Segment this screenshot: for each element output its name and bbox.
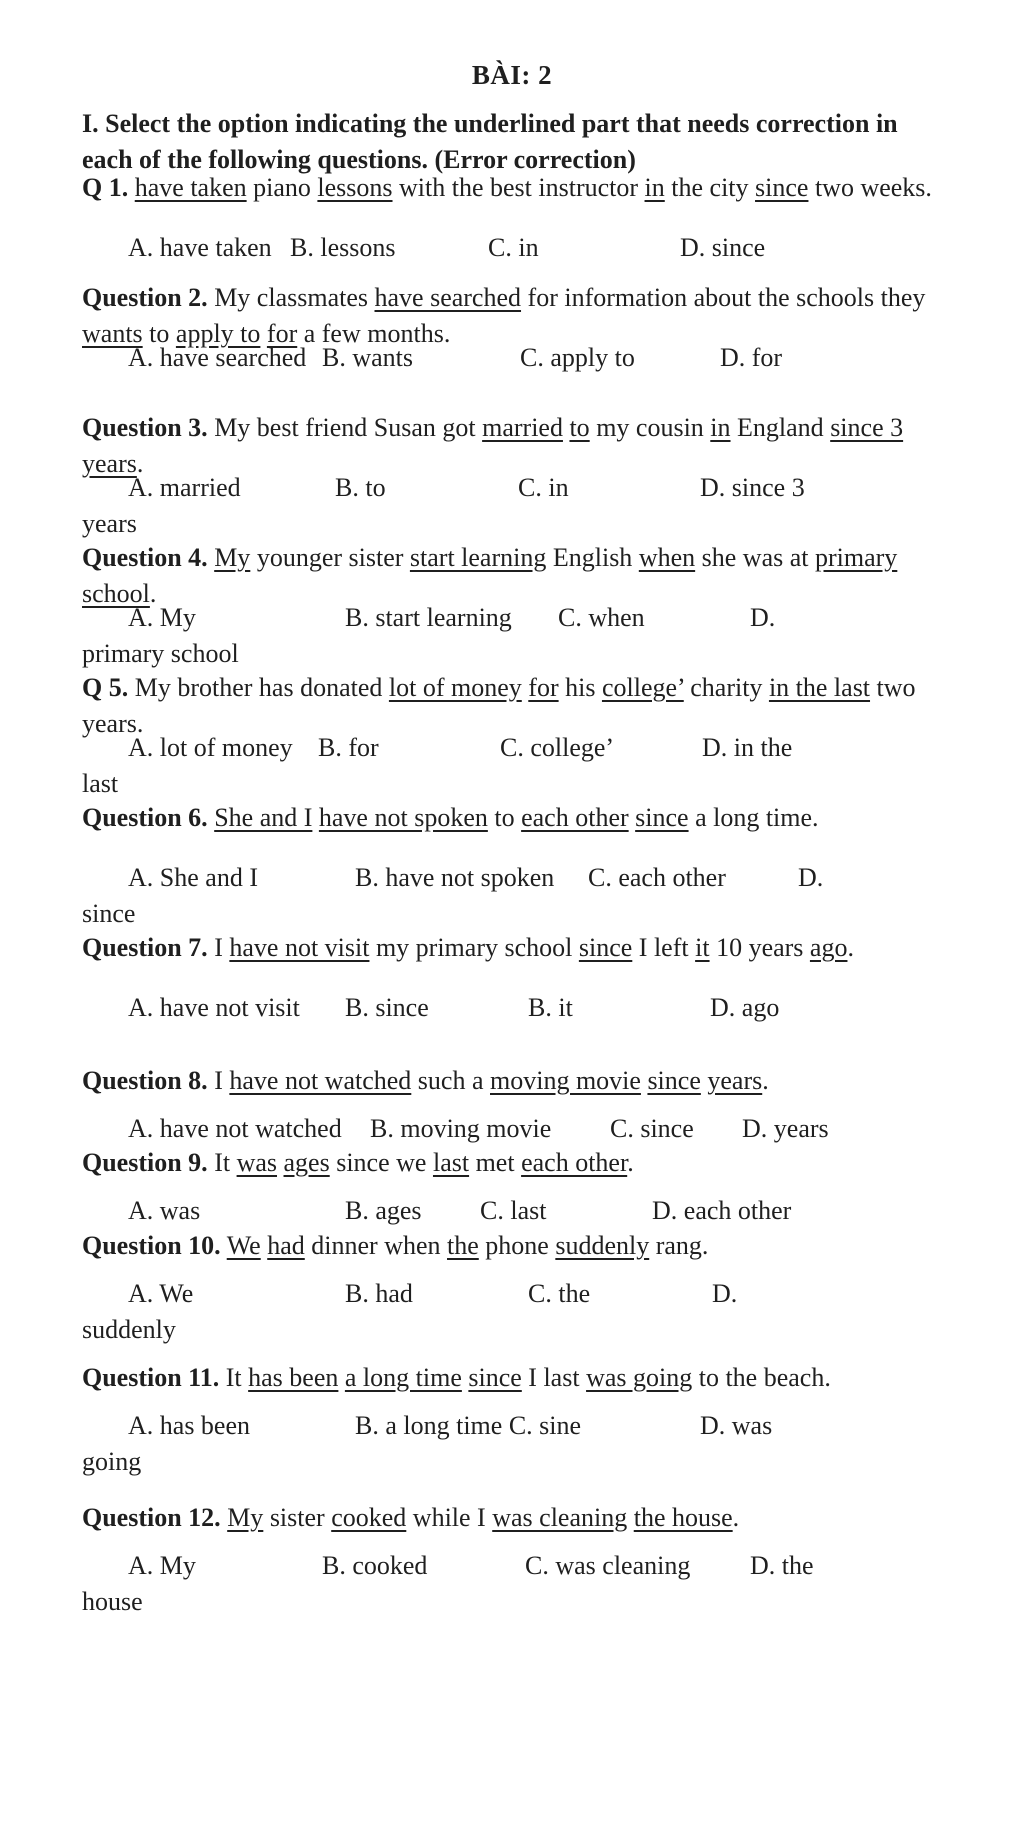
question-text: piano — [246, 173, 318, 202]
question-text: sister — [263, 1503, 332, 1532]
question-text: phone — [478, 1231, 556, 1260]
question-text: 10 years — [709, 933, 810, 962]
answer-option[interactable]: B. it — [528, 993, 573, 1022]
underlined-part: college’ — [601, 673, 684, 702]
question-text: his — [558, 673, 602, 702]
underlined-part: each other — [521, 1148, 628, 1177]
underlined-part: the house — [633, 1503, 733, 1532]
instruction: I. Select the option indicating the underlined part that needs correction in each of the following questions. (Error correction) — [82, 109, 898, 174]
question-text: while I — [406, 1503, 493, 1532]
question-text: for information about the schools they — [521, 283, 926, 312]
answer-option[interactable]: B. for — [318, 733, 379, 762]
question-text: . — [149, 579, 157, 608]
question-label: Q 5. — [82, 673, 129, 702]
underlined-part: suddenly — [555, 1231, 650, 1260]
question-text: English — [546, 543, 639, 572]
answer-option[interactable]: A. have taken — [128, 233, 272, 262]
answer-option[interactable]: A. We — [128, 1279, 194, 1308]
answer-options — [0, 860, 1024, 896]
underlined-part: had — [267, 1231, 305, 1260]
answer-options — [0, 470, 1024, 506]
question-text: My brother has donated — [128, 673, 389, 702]
answer-option[interactable]: D. for — [720, 343, 783, 372]
underlined-part: ago — [809, 933, 848, 962]
underlined-part: since — [635, 803, 689, 832]
underlined-part: She and I — [214, 803, 313, 832]
question-text: my primary school — [369, 933, 579, 962]
answer-option[interactable]: B. wants — [322, 343, 413, 372]
question-text: such a — [411, 1066, 490, 1095]
question-label: Question 8. — [82, 1066, 208, 1095]
underlined-part: start learning — [409, 543, 547, 572]
answer-option[interactable]: B. have not spoken — [355, 863, 555, 892]
answer-option[interactable]: D. ago — [710, 993, 780, 1022]
answer-option[interactable]: B. lessons — [290, 233, 396, 262]
question-text: I left — [632, 933, 696, 962]
underlined-part: was cleaning — [492, 1503, 628, 1532]
answer-option-continued: last — [82, 769, 119, 798]
question-text: two years. — [82, 673, 916, 738]
answer-option-continued: years — [82, 509, 137, 538]
answer-options — [0, 730, 1024, 766]
question-text: a long time. — [688, 803, 819, 832]
answer-option[interactable]: B. moving movie — [370, 1114, 552, 1143]
underlined-part: lot of money — [388, 673, 522, 702]
question-text: dinner when — [304, 1231, 448, 1260]
underlined-part: My — [214, 543, 251, 572]
underlined-part: in — [710, 413, 731, 442]
question-label: Question 9. — [82, 1148, 208, 1177]
underlined-part: have taken — [134, 173, 247, 202]
answer-option[interactable]: A. have not visit — [128, 993, 300, 1022]
answer-options — [0, 1276, 1024, 1312]
answer-option-continued: suddenly — [82, 1315, 176, 1344]
answer-option[interactable]: C. each other — [588, 863, 726, 892]
underlined-part: the — [447, 1231, 479, 1260]
answer-option[interactable]: D. was — [700, 1411, 773, 1440]
question-1 — [82, 170, 942, 206]
question-text: a few months. — [297, 319, 451, 348]
underlined-part: was going — [586, 1363, 693, 1392]
underlined-part: years — [707, 1066, 763, 1095]
answer-option[interactable]: A. She and I — [128, 863, 258, 892]
answer-option[interactable]: B. since — [345, 993, 429, 1022]
underlined-part: it — [695, 933, 710, 962]
underlined-part: wants — [82, 319, 143, 348]
underlined-part: apply to — [175, 319, 261, 348]
question-text: met — [469, 1148, 522, 1177]
answer-option[interactable]: A. have searched — [128, 343, 307, 372]
answer-option[interactable]: C. since — [610, 1114, 694, 1143]
answer-option[interactable]: A. has been — [128, 1411, 251, 1440]
question-10 — [82, 1228, 942, 1264]
answer-option[interactable]: A. have not watched — [128, 1114, 342, 1143]
underlined-part: primary school — [82, 543, 898, 608]
question-text: . — [762, 1066, 769, 1095]
underlined-part: was — [236, 1148, 278, 1177]
question-text: to the beach. — [692, 1363, 831, 1392]
answer-option[interactable]: C. college’ — [500, 733, 615, 762]
underlined-part: have searched — [374, 283, 522, 312]
underlined-part: We — [226, 1231, 261, 1260]
question-text: . — [847, 933, 854, 962]
answer-option[interactable]: D. in the — [702, 733, 793, 762]
question-text: with the best instructor — [392, 173, 645, 202]
question-text: she was at — [695, 543, 815, 572]
underlined-part: married — [482, 413, 563, 442]
answer-option[interactable]: D. — [750, 603, 776, 632]
underlined-part: last — [432, 1148, 470, 1177]
underlined-part: lessons — [317, 173, 393, 202]
answer-option[interactable]: C. in — [518, 473, 569, 502]
answer-option[interactable]: C. the — [528, 1279, 591, 1308]
question-label: Question 3. — [82, 413, 208, 442]
underlined-part: each other — [521, 803, 629, 832]
answer-option[interactable]: A. was — [128, 1196, 201, 1225]
underlined-part: since — [647, 1066, 701, 1095]
underlined-part: when — [638, 543, 696, 572]
answer-option[interactable]: A. lot of money — [128, 733, 293, 762]
question-label: Question 11. — [82, 1363, 220, 1392]
underlined-part: to — [569, 413, 590, 442]
underlined-part: since 3 years — [82, 413, 904, 478]
underlined-part: for — [266, 319, 298, 348]
question-text: I — [207, 933, 230, 962]
question-label: Question 4. — [82, 543, 208, 572]
answer-options — [0, 1548, 1024, 1584]
answer-option[interactable]: C. apply to — [520, 343, 635, 372]
underlined-part: have not spoken — [318, 803, 488, 832]
question-text: It — [219, 1363, 249, 1392]
answer-option[interactable]: D. — [712, 1279, 738, 1308]
answer-option[interactable]: D. since — [680, 233, 766, 262]
answer-option-continued: since — [82, 899, 136, 928]
underlined-part: ages — [283, 1148, 330, 1177]
underlined-part: a long time — [344, 1363, 462, 1392]
question-text: since we — [329, 1148, 433, 1177]
question-text: England — [730, 413, 831, 442]
question-6 — [82, 800, 942, 836]
answer-options — [0, 1193, 1024, 1229]
question-text: my cousin — [589, 413, 711, 442]
answer-option[interactable]: D. since 3 — [700, 473, 805, 502]
question-9 — [82, 1145, 942, 1181]
question-text: to — [142, 319, 176, 348]
underlined-part: My — [227, 1503, 264, 1532]
question-text: I last — [521, 1363, 587, 1392]
page-title: BÀI: 2 — [471, 60, 553, 90]
answer-option[interactable]: D. the — [750, 1551, 814, 1580]
answer-option[interactable]: C. last — [480, 1196, 547, 1225]
answer-option[interactable]: B. a long time C. sine — [355, 1411, 582, 1440]
answer-option-continued: going — [82, 1447, 142, 1476]
answer-option[interactable]: D. years — [742, 1114, 829, 1143]
answer-options — [0, 340, 1024, 376]
question-text: . — [627, 1148, 634, 1177]
answer-options — [0, 990, 1024, 1026]
question-12 — [82, 1500, 942, 1536]
question-text: two weeks. — [808, 173, 932, 202]
question-text: I — [207, 1066, 230, 1095]
question-11 — [82, 1360, 942, 1396]
underlined-part: in — [644, 173, 665, 202]
question-label: Question 2. — [82, 283, 208, 312]
question-text: rang. — [649, 1231, 709, 1260]
question-text: the city — [664, 173, 756, 202]
underlined-part: since — [578, 933, 633, 962]
question-text: It — [207, 1148, 237, 1177]
question-8 — [82, 1063, 942, 1099]
question-text: . — [136, 449, 144, 478]
question-7 — [82, 930, 942, 966]
answer-option-continued: primary school — [82, 639, 239, 668]
question-label: Question 7. — [82, 933, 208, 962]
answer-option[interactable]: C. when — [558, 603, 645, 632]
answer-option[interactable]: B. start learning — [345, 603, 512, 632]
underlined-part: in the last — [768, 673, 871, 702]
question-label: Question 10. — [82, 1231, 221, 1260]
question-label: Question 6. — [82, 803, 208, 832]
answer-options — [0, 1408, 1024, 1444]
answer-options — [0, 1111, 1024, 1147]
question-text: My best friend Susan got — [207, 413, 483, 442]
underlined-part: since — [468, 1363, 522, 1392]
underlined-part: moving movie — [490, 1066, 641, 1095]
answer-option[interactable]: C. was cleaning — [525, 1551, 691, 1580]
answer-option-continued: house — [82, 1587, 143, 1616]
answer-option[interactable]: A. married — [128, 473, 241, 502]
underlined-part: for — [528, 673, 559, 702]
question-label: Q 1. — [82, 173, 129, 202]
answer-option[interactable]: A. My — [128, 1551, 196, 1580]
answer-option[interactable]: B. cooked — [322, 1551, 428, 1580]
question-text: . — [732, 1503, 740, 1532]
answer-options — [0, 230, 1024, 266]
underlined-part: have not watched — [229, 1066, 412, 1095]
question-label: Question 12. — [82, 1503, 221, 1532]
answer-option[interactable]: D. — [798, 863, 824, 892]
underlined-part: has been — [248, 1363, 339, 1392]
question-text: younger sister — [250, 543, 410, 572]
answer-option[interactable]: B. to — [335, 473, 386, 502]
answer-option[interactable]: A. My — [128, 603, 196, 632]
answer-option[interactable]: C. in — [488, 233, 539, 262]
answer-option[interactable]: D. each other — [652, 1196, 792, 1225]
underlined-part: have not visit — [229, 933, 370, 962]
underlined-part: cooked — [331, 1503, 407, 1532]
underlined-part: since — [755, 173, 809, 202]
answer-option[interactable]: B. ages — [345, 1196, 422, 1225]
answer-options — [0, 600, 1024, 636]
question-text: to — [487, 803, 522, 832]
question-text: My classmates — [207, 283, 375, 312]
question-text: charity — [683, 673, 769, 702]
answer-option[interactable]: B. had — [345, 1279, 413, 1308]
